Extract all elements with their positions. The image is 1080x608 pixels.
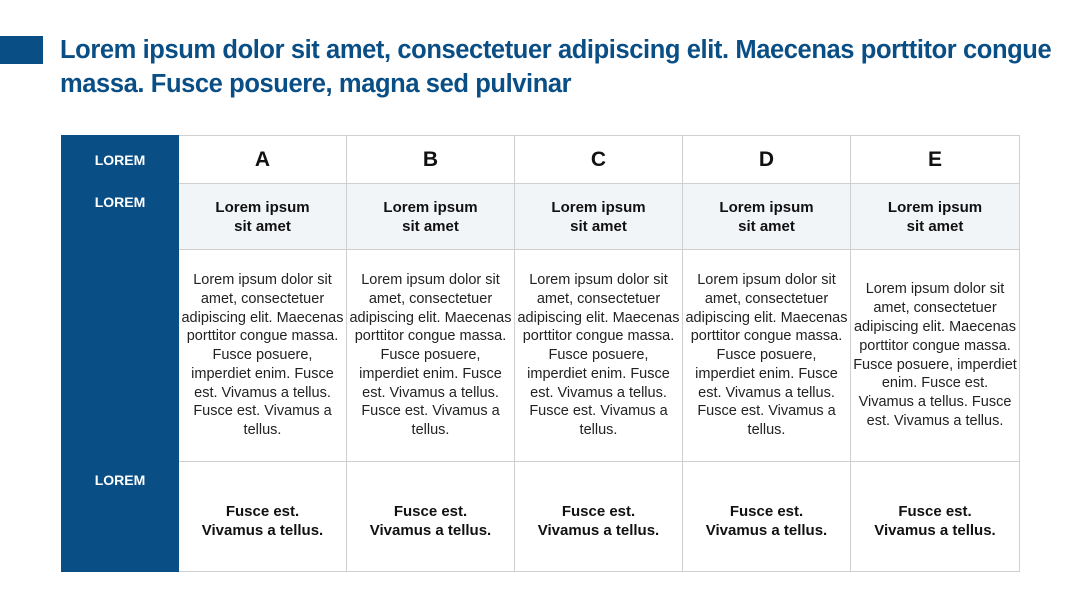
body-text-c: Lorem ipsum dolor sit amet, consectetuer adipiscing elit. Maecenas porttitor congue massa. Fusce posuere, imperdiet enim. Fusce est. Vivamus a tellus. Fusce est. Vivamus a tellus. bbox=[517, 271, 680, 439]
column-header-b: B bbox=[347, 136, 515, 184]
row-label-main: LOREM bbox=[62, 184, 179, 462]
page-title: Lorem ipsum dolor sit amet, consectetuer adipiscing elit. Maecenas porttitor congue massa. Fusce posuere, magna sed pulvinar bbox=[60, 36, 1052, 98]
body-row bbox=[62, 250, 1020, 462]
subheader-d: Lorem ipsum sit amet bbox=[683, 184, 851, 250]
corner-label: LOREM bbox=[62, 136, 179, 184]
column-header-c: C bbox=[515, 136, 683, 184]
subheader-row bbox=[62, 184, 1020, 250]
comparison-table bbox=[61, 135, 1020, 572]
body-text-e: Lorem ipsum dolor sit amet, consectetuer adipiscing elit. Maecenas porttitor congue massa. Fusce posuere, imperdiet enim. Fusce est. Vivamus a tellus. Fusce est. Vivamus a tellus. bbox=[853, 281, 1017, 429]
body-text-b: Lorem ipsum dolor sit amet, consectetuer adipiscing elit. Maecenas porttitor congue massa. Fusce posuere, imperdiet enim. Fusce est. Vivamus a tellus. Fusce est. Vivamus a tellus. bbox=[349, 271, 512, 439]
subheader-c: Lorem ipsum sit amet bbox=[515, 184, 683, 250]
column-header-d: D bbox=[683, 136, 851, 184]
header-row bbox=[62, 136, 1020, 184]
body-cell-a bbox=[179, 250, 347, 462]
footer-d: Fusce est. Vivamus a tellus. bbox=[683, 462, 851, 572]
body-cell-b bbox=[347, 250, 515, 462]
subheader-a: Lorem ipsum sit amet bbox=[179, 184, 347, 250]
body-text-d: Lorem ipsum dolor sit amet, consectetuer adipiscing elit. Maecenas porttitor congue massa. Fusce posuere, imperdiet enim. Fusce est. Vivamus a tellus. Fusce est. Vivamus a tellus. bbox=[685, 271, 848, 439]
subheader-b: Lorem ipsum sit amet bbox=[347, 184, 515, 250]
footer-a: Fusce est. Vivamus a tellus. bbox=[179, 462, 347, 572]
footer-row bbox=[62, 462, 1020, 572]
footer-b: Fusce est. Vivamus a tellus. bbox=[347, 462, 515, 572]
footer-e: Fusce est. Vivamus a tellus. bbox=[851, 462, 1020, 572]
column-header-e: E bbox=[851, 136, 1020, 184]
body-cell-c bbox=[515, 250, 683, 462]
subheader-e: Lorem ipsum sit amet bbox=[851, 184, 1020, 250]
body-cell-e bbox=[851, 250, 1020, 462]
body-text-a: Lorem ipsum dolor sit amet, consectetuer adipiscing elit. Maecenas porttitor congue massa. Fusce posuere, imperdiet enim. Fusce est. Vivamus a tellus. Fusce est. Vivamus a tellus. bbox=[181, 271, 344, 439]
row-label-footer: LOREM bbox=[62, 462, 179, 572]
body-cell-d bbox=[683, 250, 851, 462]
title-accent-bar bbox=[0, 36, 43, 64]
column-header-a: A bbox=[179, 136, 347, 184]
footer-c: Fusce est. Vivamus a tellus. bbox=[515, 462, 683, 572]
